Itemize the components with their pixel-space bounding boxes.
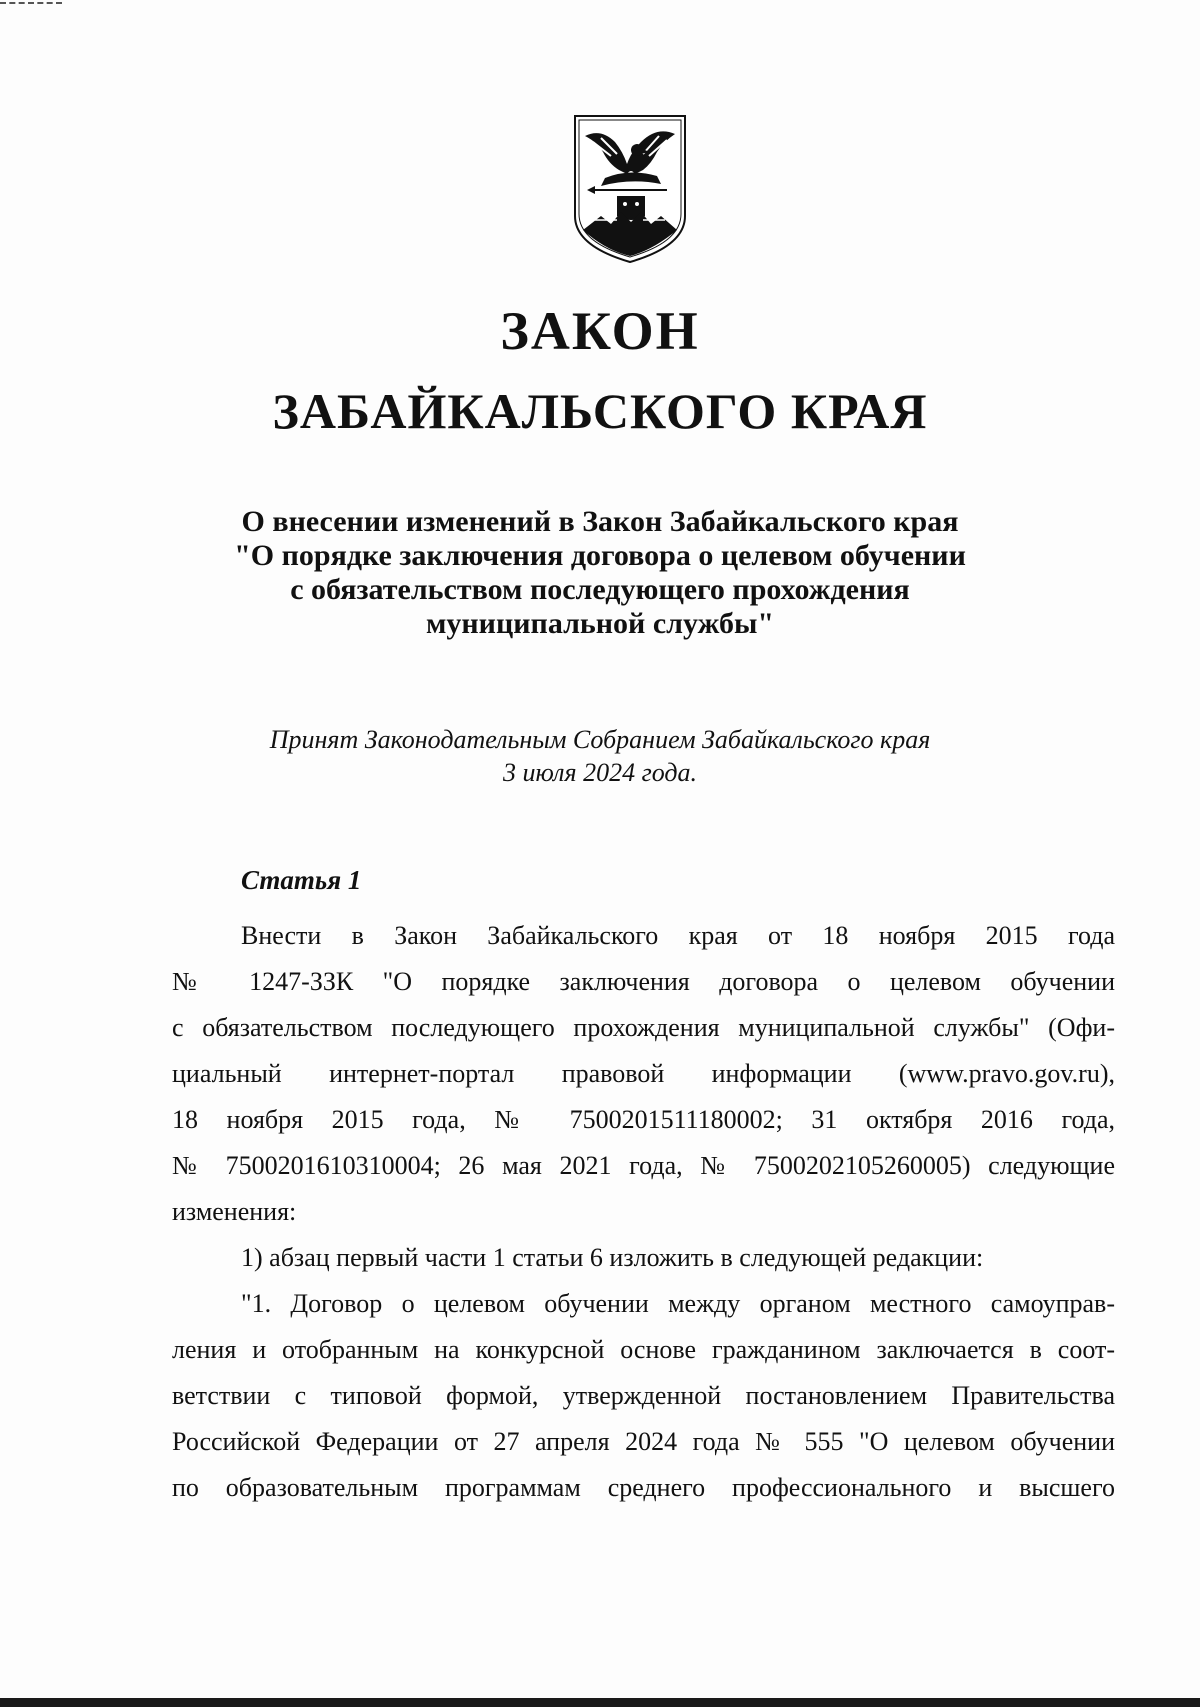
adoption-date: 3 июля 2024 года. bbox=[502, 758, 698, 787]
body-line: Внести в Закон Забайкальского края от 18 ноября 2015 года bbox=[241, 921, 1115, 950]
subtitle-line: муниципальной службы" bbox=[425, 607, 775, 640]
body-line: 1) абзац первый части 1 статьи 6 изложить в следующей редакции: bbox=[241, 1243, 984, 1272]
adoption-line: Принят Законодательным Собранием Забайкальского края bbox=[269, 725, 931, 754]
body-line: по образовательным программам среднего профессионального и высшего bbox=[172, 1473, 1115, 1502]
law-subtitle bbox=[0, 505, 1200, 641]
body-line: циальный интернет-портал правовой информации (www.pravo.gov.ru), bbox=[172, 1059, 1115, 1088]
adoption-note bbox=[0, 723, 1200, 789]
body-line: Российской Федерации от 27 апреля 2024 года № 555 "О целевом обучении bbox=[172, 1427, 1115, 1456]
law-region-title: ЗАБАЙКАЛЬСКОГО КРАЯ bbox=[272, 383, 928, 439]
subtitle-line: О внесении изменений в Закон Забайкальского края bbox=[241, 505, 959, 538]
body-line: ветствии с типовой формой, утвержденной постановлением Правительства bbox=[172, 1381, 1115, 1410]
body-line: 18 ноября 2015 года, № 7500201511180002; 31 октября 2016 года, bbox=[172, 1105, 1115, 1134]
article-heading: Статья 1 bbox=[241, 865, 362, 895]
coat-of-arms-icon bbox=[571, 112, 689, 264]
body-line: с обязательством последующего прохождения муниципальной службы" (Офи- bbox=[172, 1013, 1115, 1042]
body-line: изменения: bbox=[172, 1197, 297, 1226]
article-body bbox=[172, 913, 1115, 1511]
body-line: "1. Договор о целевом обучении между органом местного самоуправ- bbox=[241, 1289, 1115, 1318]
body-line: ления и отобранным на конкурсной основе гражданином заключается в соот- bbox=[172, 1335, 1115, 1364]
body-line: № 7500201610310004; 26 мая 2021 года, № 7500202105260005) следующие bbox=[172, 1151, 1115, 1180]
body-line: № 1247-ЗЗК "О порядке заключения договора о целевом обучении bbox=[172, 967, 1115, 996]
subtitle-line: "О порядке заключения договора о целевом обучении bbox=[234, 539, 966, 572]
scan-artifact-top bbox=[0, 2, 62, 4]
law-title: ЗАКОН bbox=[500, 301, 700, 361]
scan-artifact-bottom bbox=[0, 1698, 1200, 1707]
subtitle-line: с обязательством последующего прохождения bbox=[290, 573, 910, 606]
